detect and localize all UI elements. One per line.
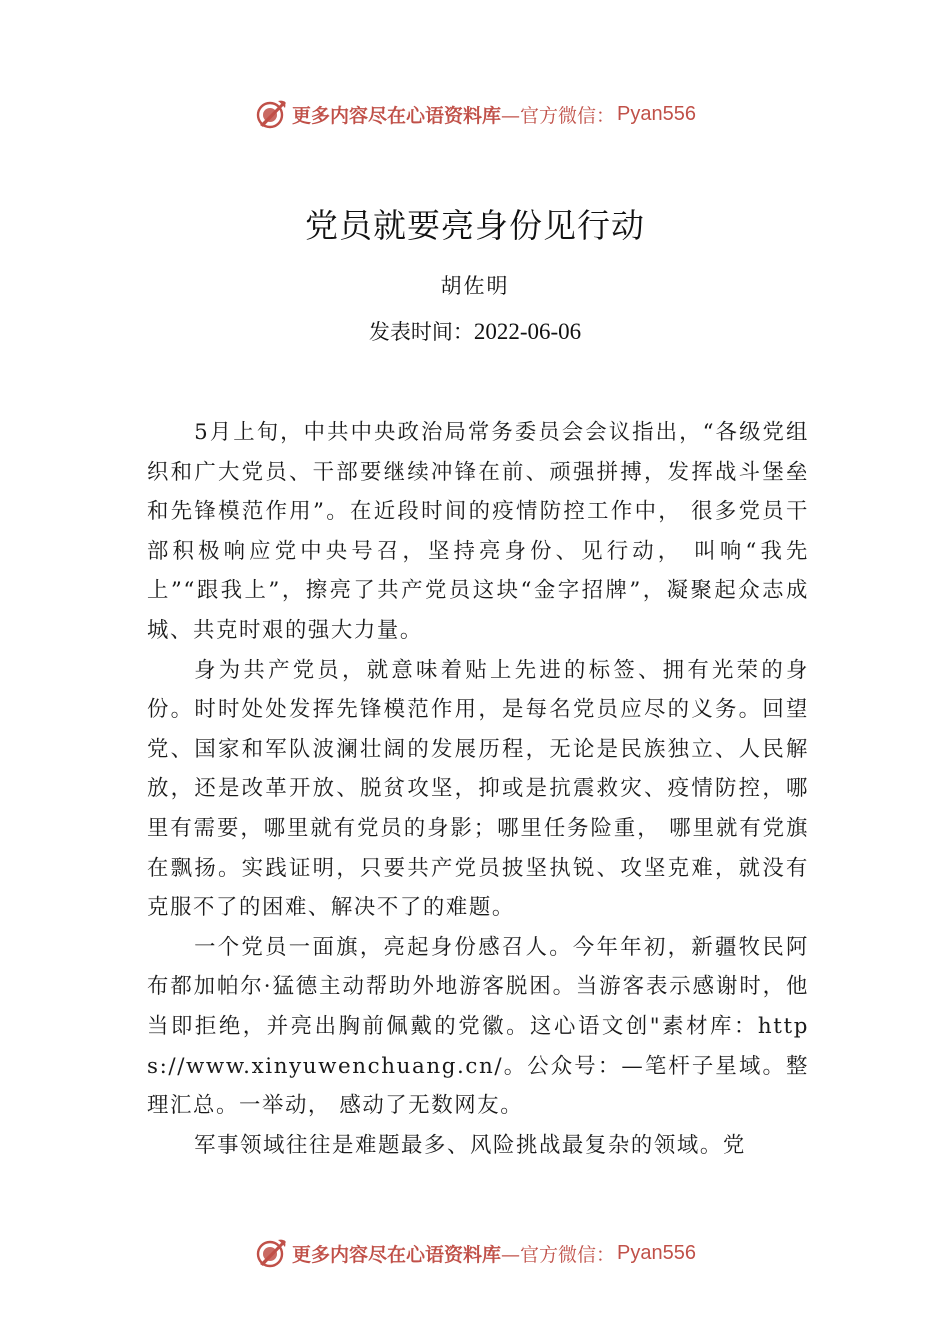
article-paragraph: 一个党员一面旗，亮起身份感召人。今年年初，新疆牧民阿布都加帕尔·猛德主动帮助外地游客脱困。当游客表示感谢时，他当即拒绝，并亮出胸前佩戴的党徽。这心语文创"素材库：https://www.xinyuwenchuang.cn/。公众号：—笔杆子星域。整理汇总。一举动， 感动了无数网友。 (147, 934, 809, 1119)
publish-date-value: 2022-06-06 (473, 319, 582, 344)
article-body (147, 413, 809, 1165)
quill-pen-seal-icon (254, 97, 288, 131)
footer-watermark-banner (0, 1233, 950, 1273)
watermark-brand-text: 更多内容尽在心语资料库 (292, 104, 502, 127)
watermark-wechat-id: Pyan556 (617, 1241, 696, 1264)
watermark-wechat-label: —官方微信： (501, 1243, 616, 1266)
watermark-wechat-id: Pyan556 (617, 102, 696, 125)
quill-pen-seal-icon (254, 1236, 288, 1270)
publish-date-label: 发表时间： (368, 320, 474, 344)
watermark-wechat-label: —官方微信： (501, 104, 616, 127)
article-paragraph: 5月上旬，中共中央政治局常务委员会会议指出，“各级党组织和广大党员、干部要继续冲锋在前、顽强拼搏，发挥战斗堡垒和先锋模范作用”。在近段时间的疫情防控工作中， 很多党员干部积极响应党中央号召，坚持亮身份、见行动， 叫响“我先上”“跟我上”，擦亮了共产党员这块“金字招牌”，凝聚起众志成城、共克时艰的强大力量。 (147, 420, 809, 643)
article-paragraph: 军事领域往往是难题最多、风险挑战最复杂的领域。党 (194, 1132, 746, 1158)
article-title: 党员就要亮身份见行动 (305, 206, 645, 245)
article-paragraph: 身为共产党员，就意味着贴上先进的标签、拥有光荣的身份。时时处处发挥先锋模范作用，是每名党员应尽的义务。回望党、国家和军队波澜壮阔的发展历程，无论是民族独立、人民解放，还是改革开放、脱贫攻坚，抑或是抗震救灾、疫情防控，哪里有需要，哪里就有党员的身影；哪里任务险重， 哪里就有党旗在飘扬。实践证明，只要共产党员披坚执锐、攻坚克难，就没有克服不了的困难、解决不了的难题。 (147, 657, 809, 921)
article-author: 胡佐明 (440, 274, 510, 298)
watermark-brand-text: 更多内容尽在心语资料库 (292, 1243, 502, 1266)
header-watermark-banner (0, 94, 950, 134)
article-publish-date (0, 316, 950, 346)
